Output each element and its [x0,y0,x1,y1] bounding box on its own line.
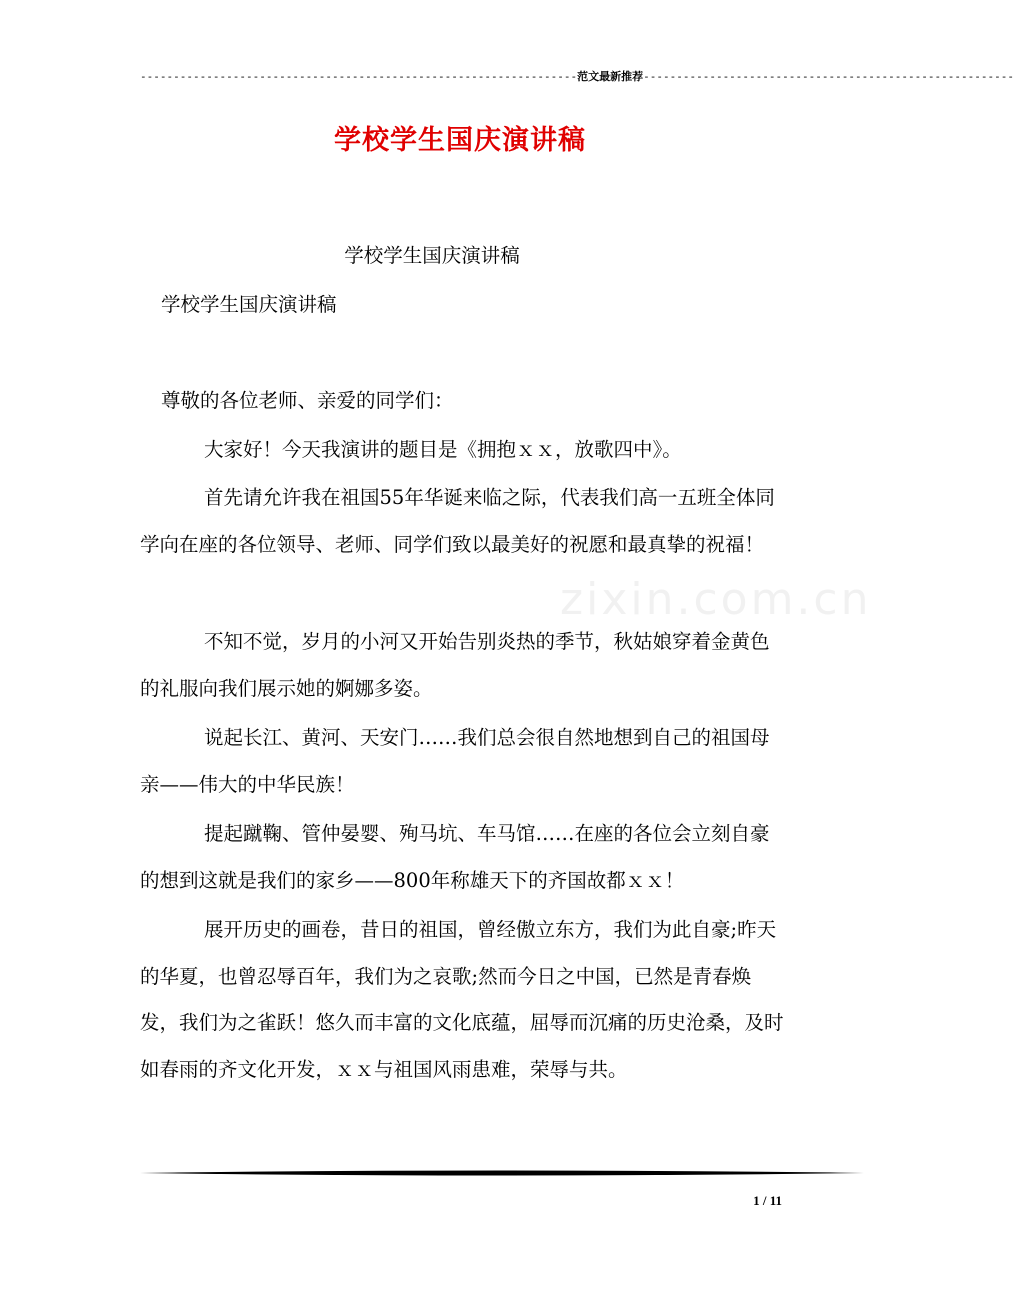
subtitle-left: 学校学生国庆演讲稿 [161,293,337,316]
footer-divider [140,1166,864,1180]
header-label: 范文最新推荐 [577,70,644,83]
greeting: 尊敬的各位老师、亲爱的同学们： [161,389,454,412]
paragraph-6: 展开历史的画卷，昔日的祖国，曾经傲立东方，我们为此自豪;昨天的华夏，也曾忍辱百年，我们为之哀歌;然而今日之中国，已然是青春焕发，我们为之雀跃！悠久而丰富的文化底蕴，屈辱而沉痛的历史沧桑，及时如春雨的齐文化开发，ｘｘ与祖国风雨患难，荣辱与共。 [140,918,784,1081]
watermark: zixin.com.cn [560,574,872,625]
subtitle-centered: 学校学生国庆演讲稿 [344,244,520,267]
page-number: 1 / 11 [753,1193,782,1208]
paragraph-3: 不知不觉，岁月的小河又开始告别炎热的季节，秋姑娘穿着金黄色的礼服向我们展示她的婀娜多姿。 [140,630,770,700]
paragraph-4: 说起长江、黄河、天安门……我们总会很自然地想到自己的祖国母亲——伟大的中华民族！ [140,726,770,796]
paragraph-5: 提起蹴鞠、管仲晏婴、殉马坑、车马馆……在座的各位会立刻自豪的想到这就是我们的家乡——800年称雄天下的齐国故都ｘｘ！ [140,822,770,892]
document-title: 学校学生国庆演讲稿 [334,125,586,156]
paragraph-2: 首先请允许我在祖国55年华诞来临之际，代表我们高一五班全体同学向在座的各位领导、老师、同学们致以最美好的祝愿和最真挚的祝福！ [140,486,775,556]
header-dashes-right: -------------------------------------------------------- [643,70,1014,83]
paragraph-1: 大家好！今天我演讲的题目是《拥抱ｘｘ，放歌四中》。 [204,438,682,461]
header-dashes-left: ------------------------------------------------------------------ [140,70,578,83]
header-rule [140,68,1014,86]
